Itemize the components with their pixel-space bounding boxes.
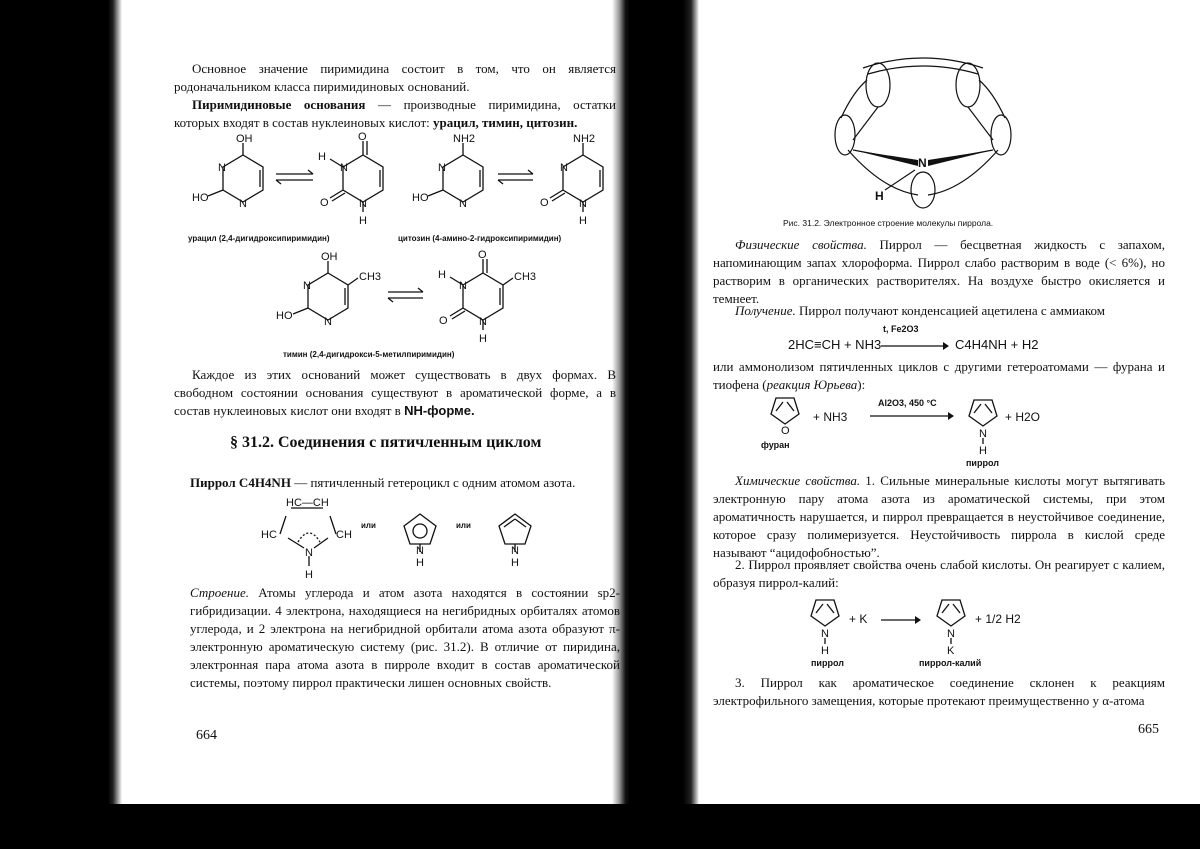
atom-o: O [358, 131, 367, 143]
atom-o: O [781, 425, 790, 436]
cytosine-nh2-label: NH2 [453, 133, 476, 145]
term-pyrimidine-bases: Пиримидиновые основания [192, 97, 366, 112]
atom-n: N [303, 280, 311, 292]
atom-n: N [979, 428, 987, 440]
atom-n: N [459, 280, 467, 292]
caption-uracil: урацил (2,4-дигидроксипиримидин) [188, 234, 330, 243]
uracil-cytosine-structures [168, 130, 628, 230]
atom-hc-ch: HC—CH [286, 497, 329, 509]
label-pyrrole-reactant: пиррол [811, 658, 844, 668]
paragraph-text: Пиррол — бесцветная жидкость с запахом, напоминающим запах хлороформа. Пиррол слабо растворим в воде (< 6%), но растворим в органических растворителях. На воздухе быстро окисляется и темнеет. [713, 237, 1165, 306]
gutter-shadow [683, 0, 699, 804]
paragraph-forms [174, 366, 616, 420]
figure-caption: Рис. 31.2. Электронное строение молекулы пиррола. [783, 218, 994, 228]
atom-n: N [340, 162, 348, 174]
atom-h: H [416, 557, 424, 569]
paragraph-text: Каждое из этих оснований может существовать в двух формах. В свободном состоянии основания существуют в ароматической форме, а в состав нуклеиновых кислот они входят в [174, 367, 616, 418]
pyrrole-reactant-structure [803, 598, 847, 654]
atom-h: H [821, 645, 829, 654]
atom-h: H [875, 189, 884, 203]
nh-form-term: NH-форме. [404, 403, 475, 418]
atom-n: N [479, 316, 487, 328]
eq1-reactants: 2HC≡CH + NH3 [788, 337, 882, 352]
atom-h: H [579, 215, 587, 227]
atom-n: N [324, 316, 332, 328]
atom-n: N [218, 162, 226, 174]
atom-h: H [979, 445, 987, 454]
paragraph-text: 1. Сильные минеральные кислоты могут вытягивать электронную пару атома азота из ароматической системы, при этом ароматичность нарушается, и пиррол превращается в неустойчивое соединение, которое сразу полимеризуется. Неустойчивость пиррола в кислой среде называют “ацидофобностью”. [713, 473, 1165, 560]
paragraph-preparation [713, 302, 1165, 320]
eq1-arrow [879, 340, 949, 352]
paragraph-acidity: 2. Пиррол проявляет свойства очень слабой кислоты. Он реагирует с калием, образуя пиррол-калий: [713, 557, 1165, 590]
pyrrole-potassium-structure [929, 598, 973, 654]
atom-n: N [459, 198, 467, 210]
eq2-plus-nh3: + NH3 [813, 410, 848, 424]
label-furan: фуран [761, 440, 790, 450]
thymine-structures [258, 248, 558, 348]
atom-nh2: NH2 [573, 133, 596, 145]
atom-h: H [511, 557, 519, 569]
eq1-condition: t, Fe2O3 [883, 324, 919, 334]
atom-o: O [540, 197, 549, 209]
furan-structure [763, 394, 807, 436]
atom-ho: HO [412, 192, 429, 204]
paragraph-pyrrole-def [190, 474, 620, 492]
page-number-right: 665 [1138, 722, 1159, 737]
right-page [683, 0, 1200, 804]
eq3-hydrogen: + 1/2 H2 [975, 612, 1021, 626]
atom-ch3: CH3 [514, 271, 537, 283]
page-edge-shadow [108, 0, 122, 804]
structure-label: Строение. [190, 585, 249, 600]
atom-hc: HC [261, 529, 277, 541]
caption-cytosine: цитозин (4-амино-2-гидроксипиримидин) [398, 234, 562, 243]
atom-h: H [438, 269, 446, 281]
eq2-condition: Al2O3, 450 °C [878, 398, 937, 408]
or-label: или [456, 521, 471, 530]
atom-h: H [305, 569, 313, 581]
atom-n: N [438, 162, 446, 174]
uracil-oh-label: OH [236, 133, 253, 145]
preparation-label: Получение. [735, 303, 796, 318]
atom-n: N [821, 628, 829, 640]
atom-h: H [359, 215, 367, 227]
page-number-left: 664 [196, 728, 217, 743]
pyrrole-orbital-figure [823, 40, 1023, 210]
atom-n: N [560, 162, 568, 174]
paragraph-text: — пятичленный гетероцикл с одним атомом азота. [290, 475, 576, 490]
atom-n: N [359, 198, 367, 210]
paragraph-text: — производные пиримидина, остатки которых входят в состав нуклеиновых кислот: [174, 97, 616, 130]
atom-n: N [239, 198, 247, 210]
paragraph-physical [713, 236, 1165, 308]
paragraph-chemical [713, 472, 1165, 562]
yuryev-reaction: реакция Юрьева [766, 377, 858, 392]
paragraph-text: или аммонолизом пятичленных циклов с другими гетероатомами — фурана и тиофена ( [713, 359, 1165, 392]
eq3-arrow [879, 614, 923, 626]
paragraph-electrophilic: 3. Пиррол как ароматическое соединение склонен к реакциям электрофильного замещения, которые протекают преимущественно у α-атома [713, 675, 1165, 708]
pyrrole-formula: Пиррол C4H4NH [190, 475, 291, 490]
paragraph-text: Пиррол получают конденсацией ацетилена с аммиаком [795, 303, 1106, 318]
left-page [108, 0, 630, 804]
eq3-plus-k: + K [849, 612, 868, 626]
eq2-water: + H2O [1005, 410, 1041, 424]
eq2-arrow [868, 410, 954, 422]
paragraph-text: Атомы углерода и атом азота находятся в состоянии sp2-гибридизации. 4 электрона, находящиеся на негибридных орбиталях атомов углерода, и 2 электрона на негибридной орбитали атома азота образуют π-электронную ароматическую систему (рис. 31.2). В отличие от пиридина, электронная пара атома азота в пирроле входит в состав ароматической системы, поэтому пиррол практически лишен основных свойств. [190, 585, 620, 690]
eq1-products: C4H4NH + H2 [955, 337, 1039, 352]
physical-label: Физические свойства. [735, 237, 867, 252]
or-label: или [361, 521, 376, 530]
atom-o: O [478, 249, 487, 261]
bases-list: урацил, тимин, цитозин. [433, 115, 578, 130]
label-pyrrole-potassium: пиррол-калий [919, 658, 982, 668]
pyrrole-product-structure [961, 398, 1005, 454]
atom-n: N [511, 545, 519, 557]
atom-n: N [947, 628, 955, 640]
paragraph-pyrimidine-intro: Основное значение пиримидина состоит в том, что он является родоначальником класса пиримидиновых оснований. [174, 61, 616, 94]
label-pyrrole: пиррол [966, 458, 999, 468]
atom-n: N [918, 156, 927, 170]
caption-thymine: тимин (2,4-дигидрокси-5-метилпиримидин) [283, 350, 455, 359]
pyrrole-structures [258, 494, 558, 586]
paragraph-text: ): [857, 377, 866, 392]
atom-o: O [320, 197, 329, 209]
atom-oh: OH [321, 251, 338, 263]
atom-h: H [479, 333, 487, 345]
atom-ho: HO [276, 310, 293, 322]
atom-o: O [439, 315, 448, 327]
atom-ch: CH [336, 529, 352, 541]
uracil-ho-label: HO [192, 192, 209, 204]
atom-h: H [318, 151, 326, 163]
chemical-label: Химические свойства. [735, 473, 861, 488]
atom-n: N [305, 547, 313, 559]
paragraph-structure [190, 584, 620, 692]
paragraph-pyrimidine-bases [174, 96, 616, 132]
thymine-ch3-label: CH3 [359, 271, 382, 283]
atom-k: K [947, 645, 955, 654]
paragraph-ammonolysis [713, 358, 1165, 394]
atom-n: N [416, 545, 424, 557]
atom-n: N [579, 198, 587, 210]
section-heading: § 31.2. Соединения с пятичленным циклом [230, 434, 542, 451]
